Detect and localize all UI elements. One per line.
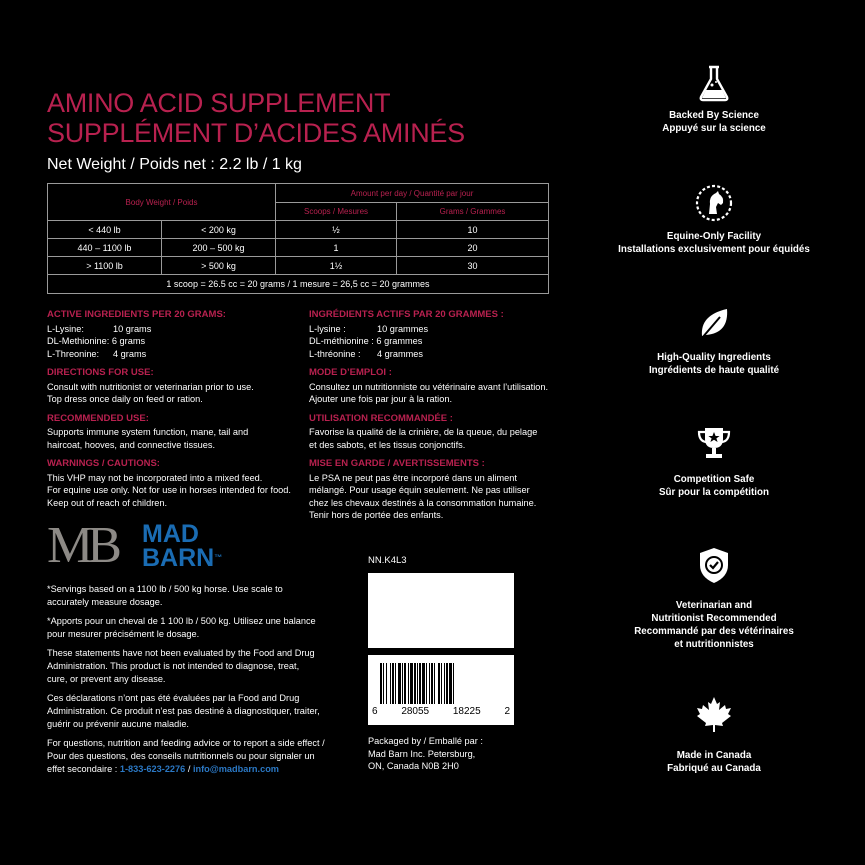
directions-line: Consult with nutritionist or veterinarian prior to use. xyxy=(47,381,254,392)
barcode-bar xyxy=(404,663,406,704)
shield-check-icon xyxy=(694,545,734,585)
directions-heading: MODE D’EMPLOI : xyxy=(309,367,392,378)
ingredient-row xyxy=(47,335,307,348)
ingredient-row xyxy=(47,323,307,336)
table-cell: 200 – 500 kg xyxy=(162,239,276,257)
table-cell: > 1100 lb xyxy=(48,257,162,275)
barcode-digit: 28055 xyxy=(401,706,430,717)
ingredient-name: L-lysine : xyxy=(309,323,346,334)
barcode-digits xyxy=(372,706,510,717)
ingredient-amount: 4 grammes xyxy=(377,348,423,359)
barcode-bar xyxy=(402,663,403,704)
warnings-line: chez les chevaux destinés à la consommation humaine. xyxy=(309,497,537,508)
email-link: info@madbarn.com xyxy=(192,764,279,774)
directions-line: Consultez un nutritionniste ou vétérinaire avant l’utilisation. xyxy=(309,381,549,392)
barcode-bar xyxy=(380,663,382,704)
table-cell: 10 xyxy=(397,221,549,239)
fda-disclaimer-en: These statements have not been evaluated by the Food and Drug Administration. This product is not intended to diagnose, treat, cure, or prevent any disease. xyxy=(47,648,315,684)
barcode-bar xyxy=(383,663,384,704)
barcode-bar xyxy=(408,663,409,704)
recommended-use-line: Favorise la qualité de la crinière, de la queue, du pelage xyxy=(309,427,538,437)
barcode-digit: 6 xyxy=(372,706,378,717)
label-blank-box xyxy=(368,573,514,648)
amount-header: Amount per day / Quantité par jour xyxy=(276,184,549,203)
logo-line-barn xyxy=(142,546,222,570)
barcode-bar xyxy=(438,663,440,704)
table-row xyxy=(48,239,549,257)
barcode-bar xyxy=(429,663,430,704)
barcode-bar xyxy=(398,663,401,704)
barcode-bar xyxy=(417,663,418,704)
maple-leaf-icon xyxy=(694,694,734,734)
serving-note-en: *Servings based on a 1100 lb / 500 kg horse. Use scale to accurately measure dosage. xyxy=(47,584,283,607)
lot-number: NN.K4L3 xyxy=(368,555,407,566)
barcode-bar xyxy=(434,663,435,704)
recommended-use-heading: UTILISATION RECOMMANDÉE : xyxy=(309,412,453,424)
active-ingredients-heading: INGRÉDIENTS ACTIFS PAR 20 GRAMMES : xyxy=(309,309,504,320)
french-info-column xyxy=(309,309,569,522)
ingredient-name: DL-méthionine : xyxy=(309,336,374,346)
feature-backed-by-science: Backed By Science Appuyé sur la science xyxy=(662,110,766,134)
ingredient-amount: 10 grammes xyxy=(377,323,429,334)
barcode-bar xyxy=(422,663,425,704)
barcode-bar xyxy=(410,663,413,704)
phone-number: 1-833-623-2276 xyxy=(119,764,186,774)
packaged-line: Packaged by / Emballé par : xyxy=(368,736,483,746)
ingredient-row xyxy=(47,348,307,361)
table-cell: ½ xyxy=(276,221,397,239)
ingredient-name: DL-Methionine: xyxy=(47,336,110,346)
logo-monogram: MB xyxy=(47,517,116,574)
table-cell: > 500 kg xyxy=(162,257,276,275)
feature-high-quality: High-Quality Ingredients Ingrédients de haute qualité xyxy=(648,352,780,376)
horse-head-icon xyxy=(694,183,734,223)
barcode-bar xyxy=(444,663,445,704)
notes-block xyxy=(47,583,347,782)
logo-wordmark xyxy=(142,522,222,570)
ingredient-amount: 10 grams xyxy=(113,323,152,334)
net-weight: Net Weight / Poids net : 2.2 lb / 1 kg xyxy=(47,156,302,173)
ingredient-name: L-thréonine : xyxy=(309,348,361,359)
warnings-line: For equine use only. Not for use in horses intended for food. xyxy=(47,485,291,495)
barcode-bar xyxy=(386,663,387,704)
title-french: SUPPLÉMENT D’ACIDES AMINÉS xyxy=(47,118,465,148)
packaged-by xyxy=(368,735,483,773)
logo-barn-text: BARN xyxy=(142,544,215,572)
table-row xyxy=(48,221,549,239)
table-cell: 20 xyxy=(397,239,549,257)
ingredient-name: L-Threonine: xyxy=(47,348,100,359)
recommended-use-line: Supports immune system function, mane, tail and xyxy=(47,427,249,437)
feature-vet-recommended: Veterinarian and Nutritionist Recommended Recommandé par des vétérinaires et nutritionnistes xyxy=(634,600,794,650)
feature-competition-safe: Competition Safe Sûr pour la compétition xyxy=(659,474,769,498)
warnings-heading: MISE EN GARDE / AVERTISSEMENTS : xyxy=(309,458,485,469)
barcode-box xyxy=(368,655,514,725)
barcode-digit: 2 xyxy=(504,706,510,717)
flask-icon xyxy=(694,63,734,103)
table-cell: 1½ xyxy=(276,257,397,275)
trophy-icon xyxy=(694,423,734,463)
grams-header: Grams / Grammes xyxy=(397,203,549,221)
feature-made-in-canada: Made in Canada Fabriqué au Canada xyxy=(667,750,761,774)
ingredient-amount: 4 grams xyxy=(113,348,147,359)
leaf-icon xyxy=(694,303,734,343)
barcode-bar xyxy=(446,663,448,704)
title-english: AMINO ACID SUPPLEMENT xyxy=(47,88,391,118)
serving-note-fr: *Apports pour un cheval de 1 100 lb / 500 kg. Utilisez une balance pour mesurer précisément le dosage. xyxy=(47,616,316,639)
ingredient-row xyxy=(309,323,569,336)
active-ingredients-heading: ACTIVE INGREDIENTS PER 20 GRAMS: xyxy=(47,309,226,320)
table-cell: 1 xyxy=(276,239,397,257)
contact-note: For questions, nutrition and feeding advice or to report a side effect / Pour des questions, des conseils nutritionnels ou pour signaler un effet secondaire : 1-833-623-2276 / info@madbarn.com xyxy=(47,738,325,774)
english-info-column xyxy=(47,309,307,509)
warnings-heading: WARNINGS / CAUTIONS: xyxy=(47,458,160,469)
packaged-line: Mad Barn Inc. Petersburg, xyxy=(368,748,476,759)
directions-line: Ajouter une fois par jour à la ration. xyxy=(309,394,452,404)
table-cell: 30 xyxy=(397,257,549,275)
ingredient-amount: 6 grammes xyxy=(376,336,423,346)
ingredient-amount: 6 grams xyxy=(111,336,146,346)
ingredient-row xyxy=(309,348,569,361)
ingredient-row xyxy=(309,335,569,348)
barcode-bar xyxy=(441,663,442,704)
warnings-line: mélangé. Pour usage équin seulement. Ne pas utiliser xyxy=(309,485,530,495)
packaged-line: ON, Canada N0B 2H0 xyxy=(368,761,459,771)
barcode-bar xyxy=(426,663,427,704)
table-cell: < 200 kg xyxy=(162,221,276,239)
barcode-bar xyxy=(390,663,391,704)
directions-heading: DIRECTIONS FOR USE: xyxy=(47,367,154,378)
barcode-bar xyxy=(453,663,454,704)
logo-trademark: ™ xyxy=(214,553,223,562)
table-footer: 1 scoop = 26.5 cc = 20 grams / 1 mesure = 26,5 cc = 20 grammes xyxy=(48,275,549,294)
warnings-line: This VHP may not be incorporated into a mixed feed. xyxy=(47,472,263,483)
barcode-bar xyxy=(414,663,416,704)
warnings-line: Tenir hors de portée des enfants. xyxy=(309,510,444,520)
barcode-bar xyxy=(431,663,433,704)
warnings-line: Keep out of reach of children. xyxy=(47,497,168,508)
table-row xyxy=(48,257,549,275)
barcode-digit: 18225 xyxy=(452,706,481,717)
ingredient-name: L-Lysine: xyxy=(47,323,84,334)
feature-equine-only: Equine-Only Facility Installations exclusivement pour équidés xyxy=(618,231,810,255)
barcode-bar xyxy=(419,663,421,704)
recommended-use-line: haircoat, hooves, and connective tissues. xyxy=(47,439,216,450)
scoops-header: Scoops / Mesures xyxy=(276,203,397,221)
directions-line: Top dress once daily on feed or ration. xyxy=(47,394,203,404)
barcode-bar xyxy=(392,663,394,704)
barcode-bar xyxy=(395,663,396,704)
barcode-bar xyxy=(449,663,452,704)
recommended-use-heading: RECOMMENDED USE: xyxy=(47,412,149,424)
table-cell: 440 – 1100 lb xyxy=(48,239,162,257)
dosage-table xyxy=(47,183,549,294)
fda-disclaimer-fr: Ces déclarations n’ont pas été évaluées par la Food and Drug Administration. Ce produit n’est pas destiné à diagnostiquer, traiter, guérir ou prévenir aucune maladie. xyxy=(47,693,320,729)
table-cell: < 440 lb xyxy=(48,221,162,239)
warnings-line: Le PSA ne peut pas être incorporé dans un aliment xyxy=(309,472,517,483)
recommended-use-line: et des sabots, et les tissus conjonctifs. xyxy=(309,439,466,450)
body-weight-header: Body Weight / Poids xyxy=(48,184,276,221)
logo-line-mad: MAD xyxy=(142,520,199,548)
